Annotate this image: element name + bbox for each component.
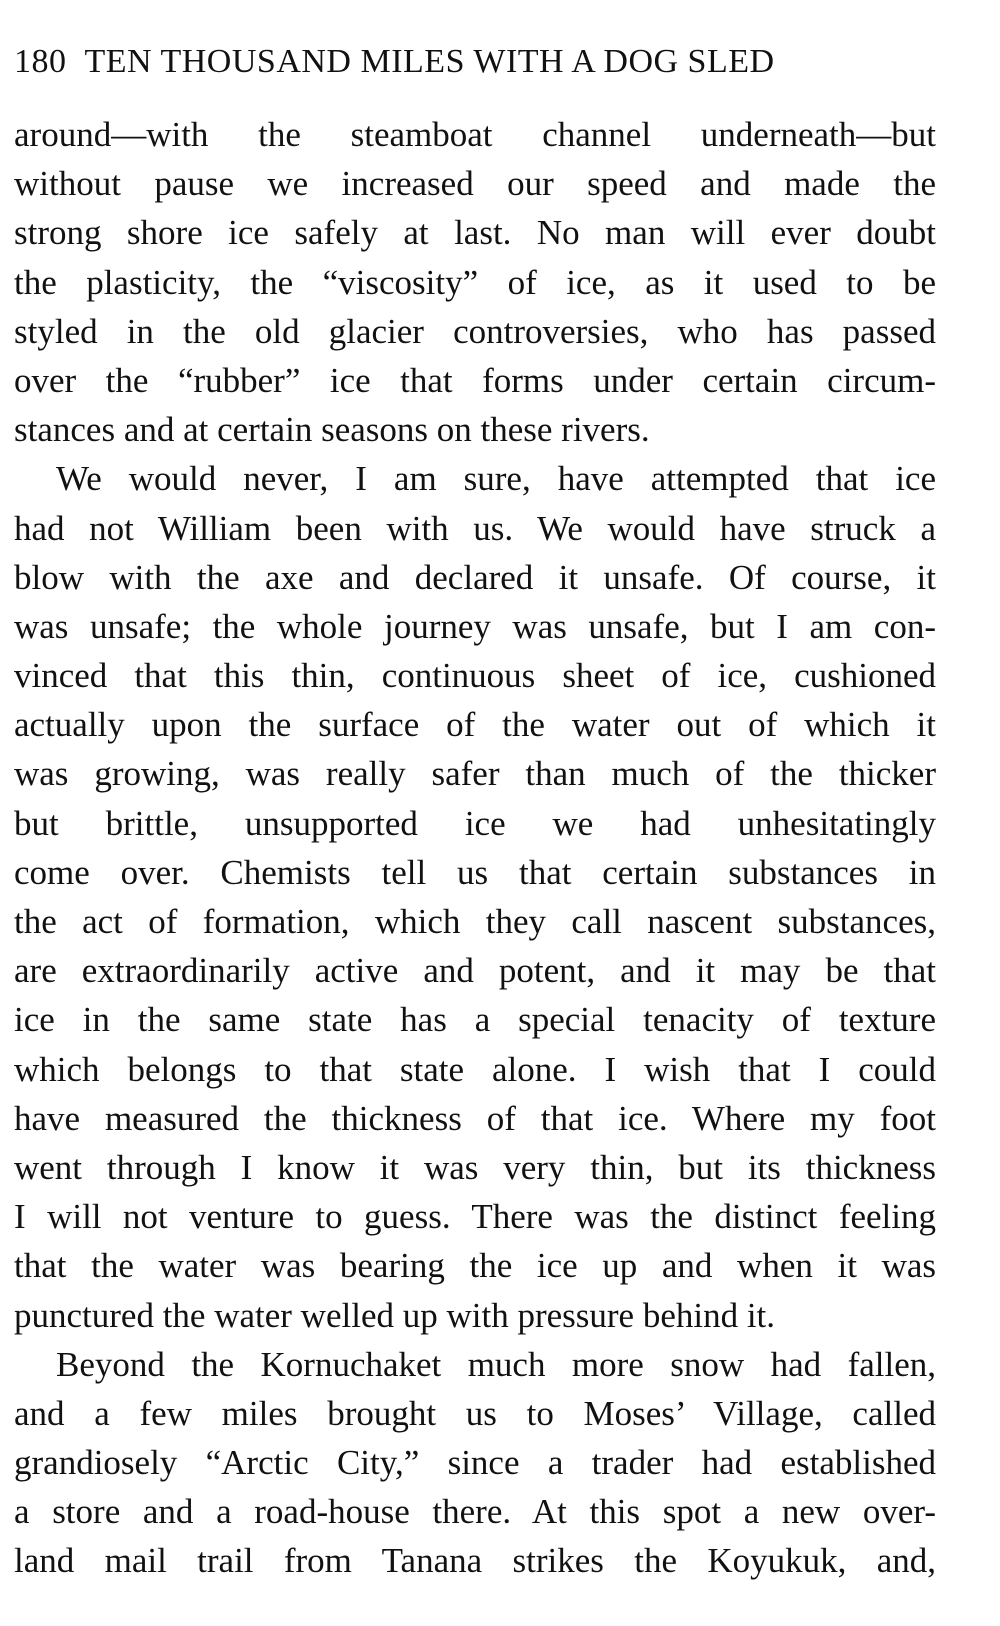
- running-title: TEN THOUSAND MILES WITH A DOG SLED: [84, 43, 775, 80]
- text-line: which belongs to that state alone. I wish that I could: [14, 1049, 936, 1089]
- page-number: 180: [14, 43, 67, 80]
- text-line: that the water was bearing the ice up and when it was: [14, 1246, 936, 1286]
- text-line: blow with the axe and declared it unsafe. Of course, it: [14, 557, 936, 597]
- text-line: We would never, I am sure, have attempted that ice: [56, 459, 936, 499]
- text-line: was unsafe; the whole journey was unsafe, but I am con-: [14, 606, 936, 646]
- text-line: stances and at certain seasons on these rivers.: [14, 410, 650, 450]
- text-line: around—with the steamboat channel underneath—but: [14, 115, 936, 154]
- text-line: a store and a road-house there. At this spot a new over-: [14, 1492, 936, 1532]
- paragraph: [14, 110, 936, 454]
- text-line: punctured the water welled up with pressure behind it.: [14, 1295, 776, 1335]
- text-line: come over. Chemists tell us that certain substances in: [14, 852, 936, 892]
- paragraph: [14, 1340, 936, 1586]
- text-line: ice in the same state has a special tenacity of texture: [14, 1000, 936, 1040]
- paragraph: [14, 454, 936, 1339]
- text-line: strong shore ice safely at last. No man will ever doubt: [14, 213, 936, 253]
- text-line: land mail trail from Tanana strikes the Koyukuk, and,: [14, 1541, 936, 1581]
- text-line: without pause we increased our speed and made the: [14, 164, 936, 204]
- text-line: I will not venture to guess. There was the distinct feeling: [14, 1197, 936, 1237]
- text-line: grandiosely “Arctic City,” since a trader had established: [14, 1443, 936, 1483]
- text-line: went through I know it was very thin, but its thickness: [14, 1147, 936, 1187]
- text-line: had not William been with us. We would have struck a: [14, 508, 936, 548]
- text-line: are extraordinarily active and potent, and it may be that: [14, 951, 936, 991]
- text-line: Beyond the Kornuchaket much more snow had fallen,: [56, 1344, 936, 1384]
- text-line: over the “rubber” ice that forms under certain circum-: [14, 360, 936, 400]
- text-line: vinced that this thin, continuous sheet of ice, cushioned: [14, 656, 936, 696]
- running-header: [14, 38, 934, 86]
- text-line: have measured the thickness of that ice. Where my foot: [14, 1098, 936, 1138]
- text-line: the plasticity, the “viscosity” of ice, as it used to be: [14, 262, 936, 302]
- text-line: styled in the old glacier controversies, who has passed: [14, 311, 936, 351]
- text-line: and a few miles brought us to Moses’ Village, called: [14, 1393, 936, 1433]
- text-line: actually upon the surface of the water out of which it: [14, 705, 936, 745]
- body-text: [14, 110, 936, 1586]
- text-line: was growing, was really safer than much of the thicker: [14, 754, 936, 794]
- text-line: the act of formation, which they call nascent substances,: [14, 902, 936, 941]
- text-line: but brittle, unsupported ice we had unhesitatingly: [14, 803, 936, 843]
